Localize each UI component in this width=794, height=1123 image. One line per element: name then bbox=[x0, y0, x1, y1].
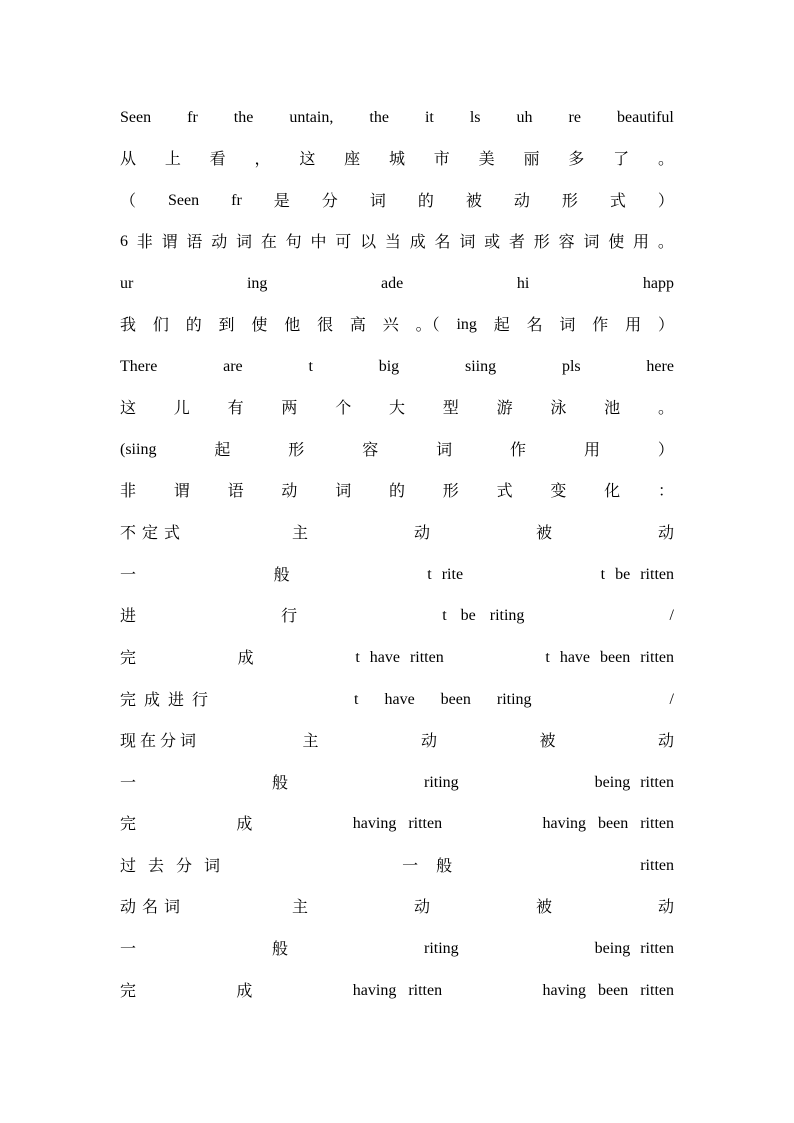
char: 词 bbox=[335, 481, 352, 500]
char: 型 bbox=[442, 398, 459, 417]
word: siing bbox=[465, 358, 497, 375]
cell: 动 bbox=[413, 897, 430, 916]
cell: having been ritten bbox=[542, 982, 674, 999]
char: 市 bbox=[433, 149, 450, 168]
char: 词 bbox=[559, 315, 576, 334]
char: 句 bbox=[285, 232, 302, 251]
char: 形 bbox=[442, 481, 459, 500]
char: 非 bbox=[120, 481, 137, 500]
word: fr bbox=[187, 109, 198, 126]
text-line-5 bbox=[120, 269, 674, 299]
word: ls bbox=[469, 109, 481, 126]
word: here bbox=[646, 358, 674, 375]
text-line-4 bbox=[120, 227, 674, 257]
cell: 一 bbox=[120, 773, 137, 792]
char: 形 bbox=[288, 440, 305, 459]
char: 分 bbox=[321, 191, 338, 210]
char: 语 bbox=[227, 481, 244, 500]
word: the bbox=[233, 109, 254, 126]
char: 作 bbox=[510, 440, 527, 459]
cell: t be ritten bbox=[600, 566, 674, 583]
word: ade bbox=[381, 275, 404, 292]
row-label: 不定式 bbox=[120, 523, 187, 542]
cell: 般 bbox=[272, 939, 289, 958]
char: 们 bbox=[152, 315, 169, 334]
char: 式 bbox=[496, 481, 513, 500]
table-row-participle-header bbox=[120, 726, 674, 756]
table-row-gerund-simple bbox=[120, 934, 674, 964]
char: 词 bbox=[583, 232, 600, 251]
cell: being ritten bbox=[594, 774, 674, 791]
cell: 主 bbox=[291, 897, 308, 916]
cell: 动 bbox=[413, 523, 430, 542]
word: re bbox=[568, 109, 581, 126]
char: 。 bbox=[657, 149, 674, 168]
char: 词 bbox=[459, 232, 476, 251]
char: 丽 bbox=[523, 149, 540, 168]
cell: having ritten bbox=[352, 815, 443, 832]
char: 很 bbox=[317, 315, 334, 334]
text-line-1 bbox=[120, 103, 674, 133]
cell: 成 bbox=[236, 981, 253, 1000]
table-row-infinitive-header bbox=[120, 518, 674, 548]
char: 形 bbox=[533, 232, 550, 251]
char: 城 bbox=[388, 149, 405, 168]
char: 池 bbox=[604, 398, 621, 417]
char: 名 bbox=[434, 232, 451, 251]
char: 个 bbox=[335, 398, 352, 417]
char: 上 bbox=[164, 149, 181, 168]
word: it bbox=[424, 109, 434, 126]
char: 起 bbox=[493, 315, 510, 334]
table-row-infinitive-perfect bbox=[120, 643, 674, 673]
char: 可 bbox=[335, 232, 352, 251]
cell: 成 bbox=[236, 814, 253, 833]
char: 高 bbox=[349, 315, 366, 334]
cell: 一般 bbox=[402, 856, 471, 875]
word: t bbox=[308, 358, 313, 375]
cell: 一 bbox=[120, 939, 137, 958]
cell: riting bbox=[424, 940, 459, 957]
text-line-10 bbox=[120, 476, 674, 506]
char: 动 bbox=[513, 191, 530, 210]
word: uh bbox=[516, 109, 533, 126]
char: ， bbox=[254, 149, 271, 168]
word: are bbox=[223, 358, 243, 375]
char: 化 bbox=[604, 481, 621, 500]
cell: 被 bbox=[539, 731, 556, 750]
char: 。 bbox=[657, 232, 674, 251]
char: 以 bbox=[360, 232, 377, 251]
char: ） bbox=[657, 440, 674, 459]
cell: 般 bbox=[272, 773, 289, 792]
char: 座 bbox=[344, 149, 361, 168]
cell: t have been ritten bbox=[545, 649, 674, 666]
word: ing bbox=[456, 316, 477, 333]
char: 式 bbox=[609, 191, 626, 210]
char: 到 bbox=[218, 315, 235, 334]
table-row-participle-simple bbox=[120, 768, 674, 798]
char: 我 bbox=[120, 315, 137, 334]
char: 有 bbox=[227, 398, 244, 417]
cell: ritten bbox=[640, 857, 674, 874]
cell: 动 bbox=[420, 731, 437, 750]
cell: t have ritten bbox=[355, 649, 444, 666]
char: 用 bbox=[583, 440, 600, 459]
word: big bbox=[378, 358, 400, 375]
char: 中 bbox=[310, 232, 327, 251]
char: 动 bbox=[281, 481, 298, 500]
char: 兴 bbox=[382, 315, 399, 334]
cell: 完 bbox=[120, 648, 137, 667]
table-row-infinitive-simple bbox=[120, 560, 674, 590]
cell: riting bbox=[424, 774, 459, 791]
cell: being ritten bbox=[594, 940, 674, 957]
char: 的 bbox=[417, 191, 434, 210]
char: 在 bbox=[260, 232, 277, 251]
cell: 成 bbox=[237, 648, 254, 667]
char: 非 bbox=[136, 232, 153, 251]
table-row-gerund-perfect bbox=[120, 976, 674, 1006]
char: 使 bbox=[251, 315, 268, 334]
word: Seen bbox=[120, 109, 152, 126]
char: 的 bbox=[388, 481, 405, 500]
table-row-participle-perfect bbox=[120, 809, 674, 839]
text-line-8 bbox=[120, 393, 674, 423]
char: 从 bbox=[120, 149, 137, 168]
table-row-gerund-header bbox=[120, 892, 674, 922]
char: 游 bbox=[496, 398, 513, 417]
word: happ bbox=[642, 275, 674, 292]
cell: 被 bbox=[535, 897, 552, 916]
word: (siing bbox=[120, 441, 157, 458]
char: 起 bbox=[214, 440, 231, 459]
char: ） bbox=[657, 315, 674, 334]
char: 这 bbox=[120, 398, 137, 417]
cell: 动 bbox=[657, 897, 674, 916]
char: 成 bbox=[409, 232, 426, 251]
char: 形 bbox=[561, 191, 578, 210]
char: 两 bbox=[281, 398, 298, 417]
char: 。 bbox=[657, 398, 674, 417]
word: fr bbox=[231, 192, 242, 209]
char: 容 bbox=[362, 440, 379, 459]
cell: 行 bbox=[281, 606, 298, 625]
char: 作 bbox=[592, 315, 609, 334]
char: 动 bbox=[211, 232, 228, 251]
cell: 一 bbox=[120, 565, 137, 584]
cell: t be riting bbox=[442, 607, 525, 624]
char: 用 bbox=[633, 232, 650, 251]
char: 大 bbox=[388, 398, 405, 417]
word: ing bbox=[246, 275, 268, 292]
cell: 进 bbox=[120, 606, 137, 625]
cell: having ritten bbox=[352, 982, 443, 999]
cell: / bbox=[669, 691, 674, 708]
cell: having been ritten bbox=[542, 815, 674, 832]
char: 词 bbox=[236, 232, 253, 251]
char: 多 bbox=[568, 149, 585, 168]
char: 容 bbox=[558, 232, 575, 251]
cell: 动 bbox=[657, 523, 674, 542]
cell: t rite bbox=[427, 566, 464, 583]
word: pls bbox=[561, 358, 581, 375]
word: ur bbox=[120, 275, 134, 292]
text-line-9 bbox=[120, 435, 674, 465]
text-line-7 bbox=[120, 352, 674, 382]
cell: 主 bbox=[291, 523, 308, 542]
char: 语 bbox=[186, 232, 203, 251]
word: beautiful bbox=[617, 109, 674, 126]
char: （ bbox=[120, 191, 137, 210]
char: 谓 bbox=[173, 481, 190, 500]
word: untain, bbox=[289, 109, 334, 126]
cell: / bbox=[669, 607, 674, 624]
char: 变 bbox=[550, 481, 567, 500]
char: 的 bbox=[185, 315, 202, 334]
char: ： bbox=[657, 481, 674, 500]
row-label: 动名词 bbox=[120, 897, 187, 916]
char: 美 bbox=[478, 149, 495, 168]
char: 这 bbox=[299, 149, 316, 168]
char: 者 bbox=[508, 232, 525, 251]
char: 了 bbox=[613, 149, 630, 168]
char: 被 bbox=[465, 191, 482, 210]
text-line-2 bbox=[120, 144, 674, 174]
table-row-infinitive-perfect-progressive bbox=[120, 685, 674, 715]
row-label: 过去分词 bbox=[120, 856, 233, 875]
word: There bbox=[120, 358, 158, 375]
char: 使 bbox=[608, 232, 625, 251]
char: 名 bbox=[526, 315, 543, 334]
text-line-6 bbox=[120, 310, 674, 340]
char: 泳 bbox=[550, 398, 567, 417]
char: 词 bbox=[436, 440, 453, 459]
cell: 般 bbox=[273, 565, 290, 584]
char: 他 bbox=[284, 315, 301, 334]
cell: 主 bbox=[302, 731, 319, 750]
char: 词 bbox=[369, 191, 386, 210]
char: 6 bbox=[120, 233, 128, 250]
cell: 动 bbox=[657, 731, 674, 750]
char: 看 bbox=[209, 149, 226, 168]
char: ） bbox=[657, 191, 674, 210]
char: 儿 bbox=[173, 398, 190, 417]
table-row-infinitive-progressive bbox=[120, 601, 674, 631]
row-label: 完成进行 bbox=[120, 690, 217, 709]
cell: t have been riting bbox=[354, 691, 532, 708]
cell: 被 bbox=[535, 523, 552, 542]
char: 用 bbox=[625, 315, 642, 334]
word: Seen bbox=[168, 192, 200, 209]
char: 是 bbox=[273, 191, 290, 210]
row-label: 现在分词 bbox=[120, 731, 201, 750]
text-line-3 bbox=[120, 186, 674, 216]
char: 或 bbox=[484, 232, 501, 251]
char: 当 bbox=[384, 232, 401, 251]
char: 谓 bbox=[161, 232, 178, 251]
cell: 完 bbox=[120, 814, 137, 833]
table-row-past-participle bbox=[120, 851, 674, 881]
word: hi bbox=[516, 275, 530, 292]
cell: 完 bbox=[120, 981, 137, 1000]
word: the bbox=[369, 109, 389, 126]
char: 。（ bbox=[415, 315, 440, 334]
